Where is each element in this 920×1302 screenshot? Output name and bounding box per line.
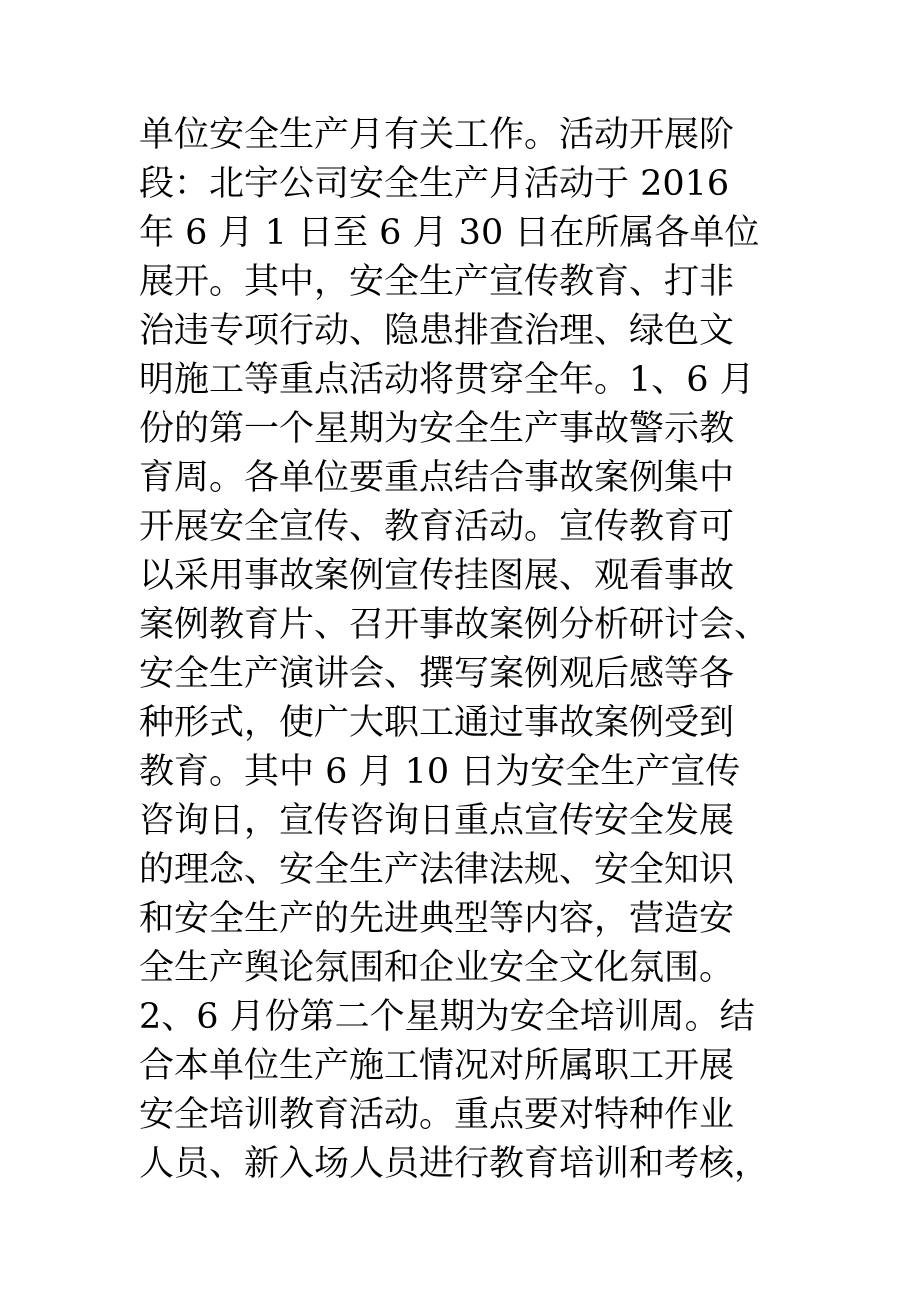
text-line: 安全生产演讲会、撰写案例观后感等各 <box>139 654 735 694</box>
text-line: 育周。各单位要重点结合事故案例集中 <box>139 458 735 498</box>
text-line: 人员、新入场人员进行教育培训和考核， <box>139 1144 770 1184</box>
body-text <box>139 111 799 1189</box>
text-line: 和安全生产的先进典型等内容，营造安 <box>139 899 735 939</box>
text-line: 以采用事故案例宣传挂图展、观看事故 <box>139 556 735 596</box>
text-line: 案例教育片、召开事故案例分析研讨会、 <box>139 605 770 645</box>
text-line: 段：北宇公司安全生产月活动于 2016 <box>139 164 730 204</box>
text-line: 种形式，使广大职工通过事故案例受到 <box>139 703 735 743</box>
text-line: 合本单位生产施工情况对所属职工开展 <box>139 1046 735 1086</box>
text-line: 份的第一个星期为安全生产事故警示教 <box>139 409 735 449</box>
text-line: 的理念、安全生产法律法规、安全知识 <box>139 850 735 890</box>
text-line: 咨询日，宣传咨询日重点宣传安全发展 <box>139 801 735 841</box>
text-line: 开展安全宣传、教育活动。宣传教育可 <box>139 507 735 547</box>
text-line: 治违专项行动、隐患排查治理、绿色文 <box>139 311 735 351</box>
text-line: 安全培训教育活动。重点要对特种作业 <box>139 1095 735 1135</box>
text-line: 明施工等重点活动将贯穿全年。1、6 月 <box>139 360 755 400</box>
text-line: 单位安全生产月有关工作。活动开展阶 <box>139 115 735 155</box>
text-line: 2、6 月份第二个星期为安全培训周。结 <box>139 997 755 1037</box>
text-line: 展开。其中，安全生产宣传教育、打非 <box>139 262 735 302</box>
text-line: 全生产舆论氛围和企业安全文化氛围。 <box>139 948 735 988</box>
text-line: 年 6 月 1 日至 6 月 30 日在所属各单位 <box>139 213 760 253</box>
text-line: 教育。其中 6 月 10 日为安全生产宣传 <box>139 752 741 792</box>
